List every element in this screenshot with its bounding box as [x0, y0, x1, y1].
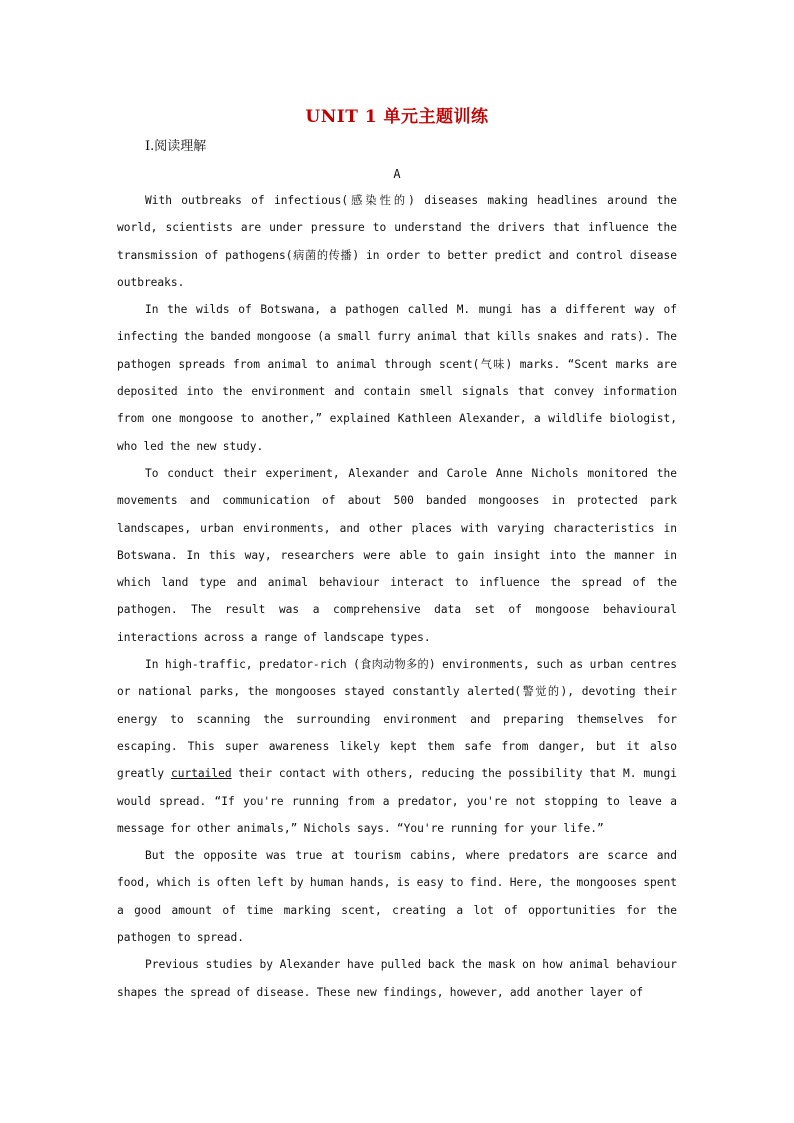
paragraph-text: But the opposite was true at tourism cabins, where predators are scarce and food, which is often left by human hands, is easy to find. Here, the mongooses spent a good amount of time marking scent, creating a lot of opportunities for the pathogen to spread.	[117, 849, 677, 945]
section-heading-reading: Ⅰ.阅读理解	[145, 139, 207, 154]
paragraph	[117, 460, 677, 651]
paragraph	[117, 296, 677, 460]
underlined-word: curtailed	[170, 767, 232, 781]
document-content	[117, 104, 677, 1006]
paragraph	[117, 187, 677, 296]
paragraph-text: To conduct their experiment, Alexander and Carole Anne Nichols monitored the movements and communication of about 500 banded mongooses in protected park landscapes, urban environments, and other places with varying characteristics in Botswana. In this way, researchers were able to gain insight into the manner in which land type and animal behaviour interact to influence the spread of the pathogen. The result was a comprehensive data set of mongoose behavioural interactions across a range of landscape types.	[117, 466, 677, 644]
paragraph-text: Previous studies by Alexander have pulled back the mask on how animal behaviour shapes the spread of disease. These new findings, however, add another layer of	[117, 958, 677, 999]
paragraph-text: In the wilds of Botswana, a pathogen called M. mungi has a different way of infecting the banded mongoose (a small furry animal that kills snakes and rats). The pathogen spreads from animal to animal through scent(气味) marks. “Scent marks are deposited into the environment and contain smell signals that convey information from one mongoose to another,” explained Kathleen Alexander, a wildlife biologist, who led the new study.	[117, 303, 677, 453]
paragraph	[117, 842, 677, 951]
paragraph-text: With outbreaks of infectious(感染性的) diseases making headlines around the world, scientists are under pressure to understand the drivers that influence the transmission of pathogens(病菌的传播) in order to better predict and control disease outbreaks.	[117, 194, 677, 289]
paragraph	[117, 951, 677, 1006]
paragraph-text: In high-traffic, predator-rich (食肉动物多的) environments, such as urban centres or national parks, the mongooses stayed constantly alerted(警觉的), devoting their energy to scanning the surrounding environment and preparing themselves for escaping. This super awareness likely kept them safe from danger, but it also greatly	[117, 658, 677, 781]
paragraph-text: their contact with others, reducing the possibility that M. mungi would spread. “If you're running from a predator, you're not stopping to leave a message for other animals,” Nichols says. “You're running for your life.”	[117, 767, 678, 835]
unit-title: UNIT 1 单元主题训练	[305, 107, 489, 127]
passage-label: A	[393, 167, 401, 181]
paragraph	[117, 651, 677, 842]
passage-body	[117, 187, 677, 1006]
